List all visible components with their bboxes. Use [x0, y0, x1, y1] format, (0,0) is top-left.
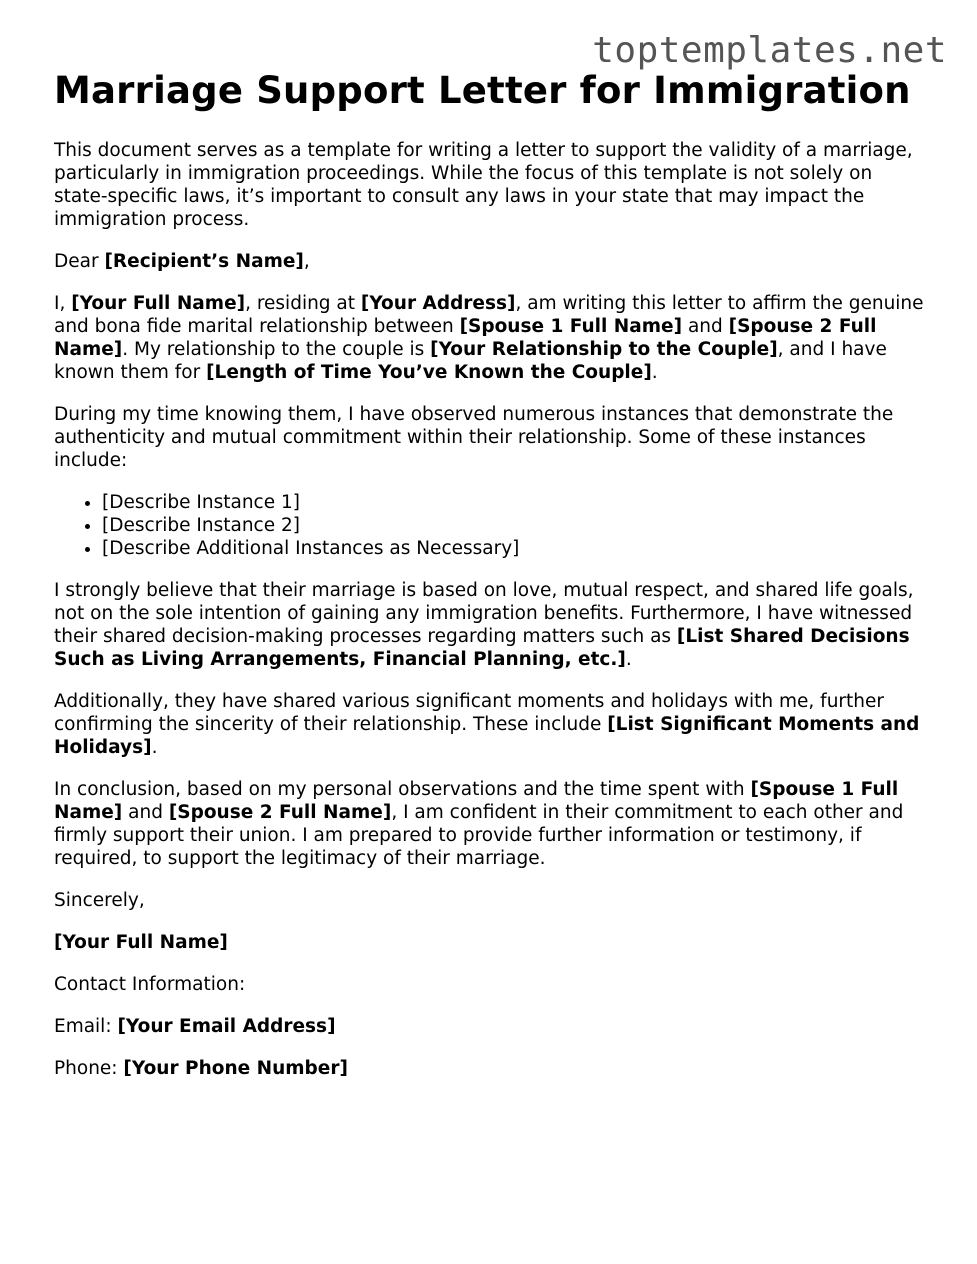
belief-paragraph: [54, 579, 926, 671]
text: .: [151, 737, 158, 758]
text: , and I have known them for: [54, 339, 887, 383]
email-label: Email:: [54, 1016, 118, 1037]
text: I,: [54, 293, 72, 314]
text: and: [122, 802, 169, 823]
text: Additionally, they have shared various significant moments and holidays with me, further confirming the sincerity of their relationship. These include: [54, 691, 884, 735]
letter-document: [54, 68, 926, 1099]
your-address-placeholder: [Your Address]: [360, 293, 516, 314]
recipient-placeholder: [Recipient’s Name]: [104, 251, 304, 272]
text: I strongly believe that their marriage is based on love, mutual respect, and shared life goals, not on the sole intention of gaining any immigration benefits. Furthermore, I have witnessed their shared decision-making processes regarding matters such as: [54, 580, 914, 647]
contact-label: Contact Information:: [54, 974, 246, 995]
spouse2-placeholder: [Spouse 2 Full Name]: [168, 802, 392, 823]
list-item: • [Describe Additional Instances as Necessary]: [102, 537, 926, 560]
closing: Sincerely,: [54, 890, 145, 911]
page-title: Marriage Support Letter for Immigration: [54, 69, 911, 112]
conclusion-paragraph: [54, 778, 926, 870]
affirmation-paragraph: [54, 292, 926, 384]
intro-paragraph: This document serves as a template for writing a letter to support the validity of a marriage, particularly in immigration proceedings. While the focus of this template is not solely on state-specific laws, it’s important to consult any laws in your state that may impact the immigration process.: [54, 140, 913, 230]
signature-name-placeholder: [Your Full Name]: [54, 932, 228, 953]
spouse1-placeholder: [Spouse 1 Full Name]: [459, 316, 683, 337]
phone-label: Phone:: [54, 1058, 124, 1079]
text: , residing at: [245, 293, 361, 314]
instances-list: [54, 491, 926, 560]
moments-placeholder: [List Significant Moments and Holidays]: [54, 714, 920, 758]
text: , am writing this letter to affirm the genuine and bona fide marital relationship between: [54, 293, 924, 337]
email-line: [54, 1015, 926, 1038]
text: .: [651, 362, 658, 383]
text: . My relationship to the couple is: [122, 339, 431, 360]
greeting-prefix: Dear: [54, 251, 105, 272]
list-item: • [Describe Instance 1]: [102, 491, 926, 514]
greeting-suffix: ,: [303, 251, 310, 272]
list-item: • [Describe Instance 2]: [102, 514, 926, 537]
text: .: [625, 649, 632, 670]
spouse2-placeholder: [Spouse 2 Full Name]: [54, 316, 877, 360]
text: In conclusion, based on my personal observations and the time spent with: [54, 779, 751, 800]
observations-paragraph: During my time knowing them, I have observed numerous instances that demonstrate the authenticity and mutual commitment within their relationship. Some of these instances include:: [54, 404, 894, 471]
your-name-placeholder: [Your Full Name]: [71, 293, 246, 314]
text: , I am confident in their commitment to each other and firmly support their union. I am prepared to provide further information or testimony, if required, to support the legitimacy of their marriage.: [54, 802, 904, 869]
phone-placeholder: [Your Phone Number]: [123, 1058, 348, 1079]
decisions-placeholder: [List Shared Decisions Such as Living Arrangements, Financial Planning, etc.]: [54, 626, 910, 670]
email-placeholder: [Your Email Address]: [117, 1016, 336, 1037]
moments-paragraph: [54, 690, 926, 759]
signature: [54, 931, 926, 954]
watermark: toptemplates.net: [592, 30, 947, 71]
length-placeholder: [Length of Time You’ve Known the Couple]: [206, 362, 652, 383]
relationship-placeholder: [Your Relationship to the Couple]: [430, 339, 778, 360]
text: and: [682, 316, 729, 337]
spouse1-placeholder: [Spouse 1 Full Name]: [54, 779, 899, 823]
greeting: [54, 250, 926, 273]
phone-line: [54, 1057, 926, 1080]
